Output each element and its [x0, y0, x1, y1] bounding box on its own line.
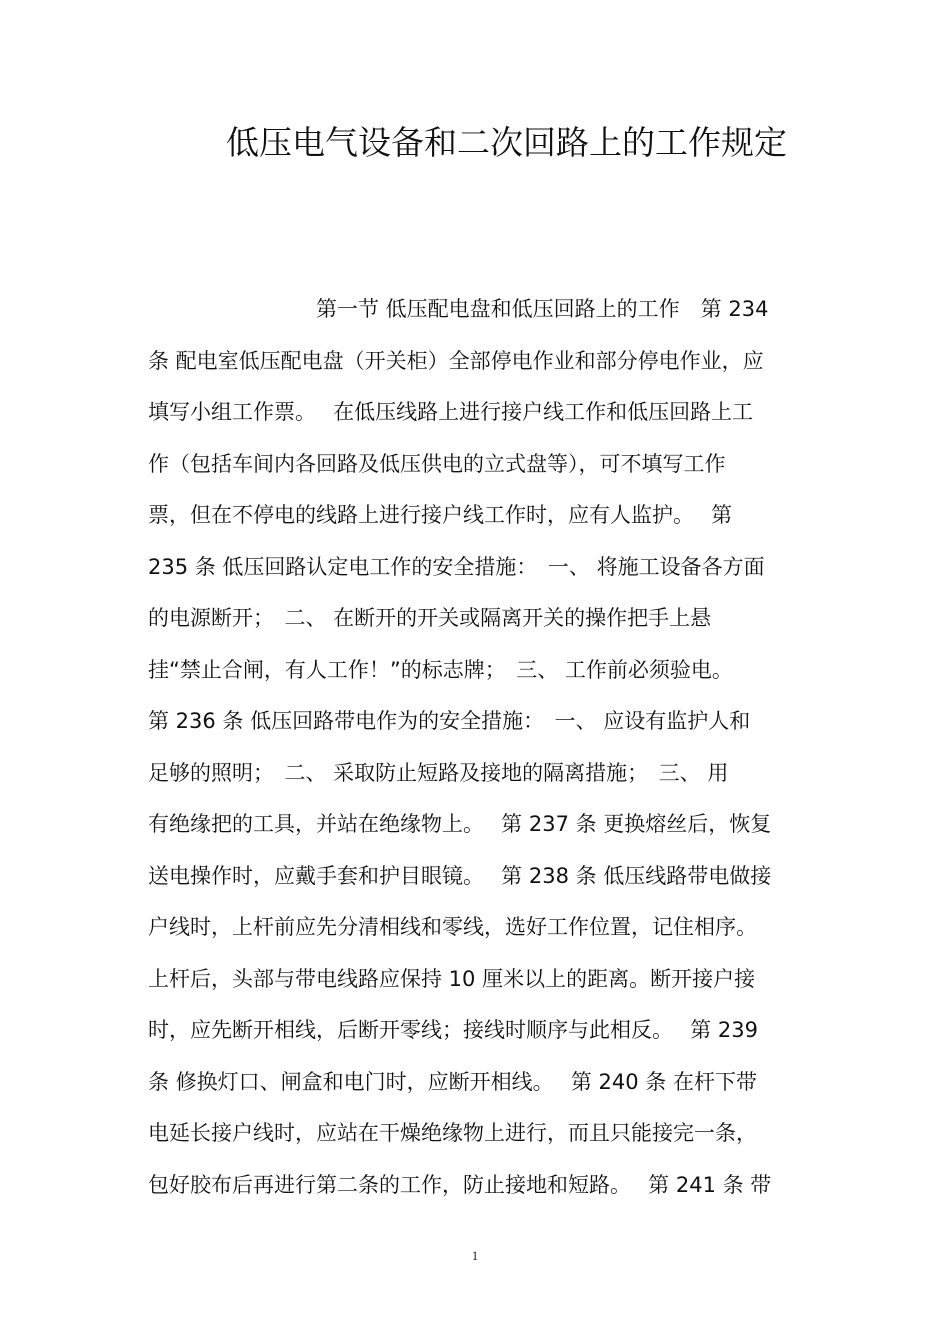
- body-line: 时，应先断开相线，后断开零线；接线时顺序与此相反。 第 239: [148, 1018, 758, 1042]
- body-line: 有绝缘把的工具，并站在绝缘物上。 第 237 条 更换熔丝后，恢复: [148, 812, 772, 836]
- body-line: 电延长接户线时，应站在干燥绝缘物上进行，而且只能接完一条，: [148, 1121, 757, 1145]
- body-line: 挂“禁止合闸，有人工作！”的标志牌； 三、 工作前必须验电。: [148, 657, 733, 682]
- body-line: 的电源断开； 二、 在断开的开关或隔离开关的操作把手上悬: [148, 606, 712, 630]
- page-number: 1: [471, 1248, 479, 1263]
- body-line: 第一节 低压配电盘和低压回路上的工作 第 234: [316, 297, 769, 321]
- body-line: 条 修换灯口、闸盒和电门时，应断开相线。 第 240 条 在杆下带: [148, 1069, 757, 1094]
- body-line: 足够的照明； 二、 采取防止短路及接地的隔离措施； 三、 用: [148, 760, 729, 785]
- body-line: 条 配电室低压配电盘（开关柜）全部停电作业和部分停电作业，应: [148, 348, 764, 373]
- document-body: [148, 284, 808, 1211]
- body-line: 送电操作时，应戴手套和护目眼镜。 第 238 条 低压线路带电做接: [148, 863, 772, 888]
- body-line: 票，但在不停电的线路上进行接户线工作时，应有人监护。 第: [148, 503, 733, 527]
- body-line: 第 236 条 低压回路带电作为的安全措施： 一、 应设有监护人和: [148, 709, 751, 733]
- body-line: 作（包括车间内各回路及低压供电的立式盘等），可不填写工作: [148, 451, 726, 476]
- body-line: 上杆后，头部与带电线路应保持 10 厘米以上的距离。断开接户接: [148, 966, 756, 991]
- body-line: 包好胶布后再进行第二条的工作，防止接地和短路。 第 241 条 带: [148, 1172, 772, 1197]
- body-line: 填写小组工作票。 在低压线路上进行接户线工作和低压回路上工: [148, 400, 754, 424]
- body-line: 235 条 低压回路认定电工作的安全措施： 一、 将施工设备各方面: [148, 554, 765, 579]
- document-title: 低压电气设备和二次回路上的工作规定: [226, 123, 787, 162]
- body-line: 户线时，上杆前应先分清相线和零线，选好工作位置，记住相序。: [148, 915, 757, 939]
